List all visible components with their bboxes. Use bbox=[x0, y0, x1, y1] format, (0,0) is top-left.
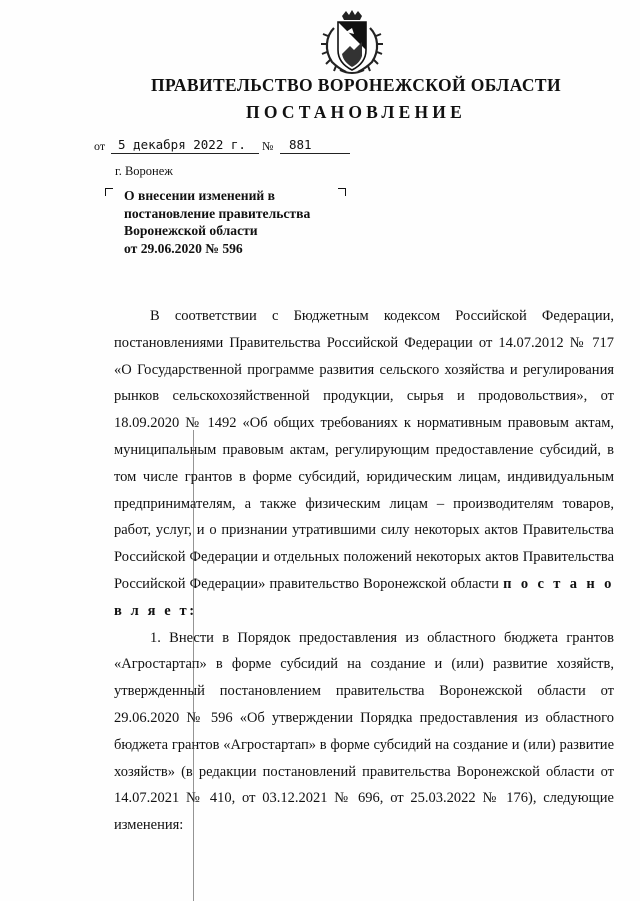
title-line: от 29.06.2020 № 596 bbox=[124, 240, 243, 256]
preamble-paragraph bbox=[114, 303, 614, 625]
decree-title bbox=[124, 187, 339, 257]
decree-date: 5 декабря 2022 г. bbox=[118, 137, 246, 152]
title-corner-left bbox=[105, 188, 113, 196]
title-line: О внесении изменений в bbox=[124, 188, 275, 203]
document-type-heading: ПОСТАНОВЛЕНИЕ bbox=[246, 102, 466, 122]
decree-body bbox=[114, 303, 614, 839]
item-1-paragraph: 1. Внести в Порядок предоставления из областного бюджета грантов «Агростартап» в форме субсидий на создание и (или) развитие хозяйств, утвержденный постановлением правительства Воронежской области от 29.06.2020 № 596 «Об утверждении Порядка предоставления из областного бюджета грантов «Агростартап» в форме субсидий на создание и (или) развитие хозяйств» (в редакции постановлений правительства Воронежской области от 14.07.2021 № 410, от 03.12.2021 № 696, от 25.03.2022 № 176), следующие изменения: bbox=[114, 629, 614, 834]
resolves-word: п о с т а н о в л я е т: bbox=[114, 575, 614, 619]
title-line: Воронежской области bbox=[124, 223, 258, 238]
date-from-label: от bbox=[94, 139, 106, 153]
government-name: ПРАВИТЕЛЬСТВО ВОРОНЕЖСКОЙ ОБЛАСТИ bbox=[150, 75, 562, 95]
date-underline bbox=[111, 153, 259, 154]
title-corner-right bbox=[338, 188, 346, 196]
decree-number: 881 bbox=[289, 137, 312, 152]
title-line: постановление правительства bbox=[124, 205, 311, 221]
number-underline bbox=[280, 153, 350, 154]
city-label: г. Воронеж bbox=[115, 164, 173, 178]
scan-fold-line bbox=[193, 430, 194, 901]
number-label: № bbox=[262, 139, 274, 153]
coat-of-arms-icon bbox=[316, 10, 388, 76]
date-number-line bbox=[94, 136, 354, 154]
preamble-text: В соответствии с Бюджетным кодексом Российской Федерации, постановлениями Правительства Российской Федерации от 14.07.2012 № 717 «О Государственной программе развития сельского хозяйства и регулирования рынков сельскохозяйственной продукции, сырья и продовольствия», от 18.09.2020 № 1492 «Об общих требованиях к нормативным правовым актам, муниципальным правовым актам, регулирующим предоставление субсидий, в том числе грантов в форме субсидий, юридическим лицам, индивидуальным предпринимателям, а также физическим лицам – производителям товаров, работ, услуг, и о признании утратившими силу некоторых актов Правительства Российской Федерации и отдельных положений некоторых актов Правительства Российской Федерации» правительство Воронежской области bbox=[114, 308, 614, 592]
